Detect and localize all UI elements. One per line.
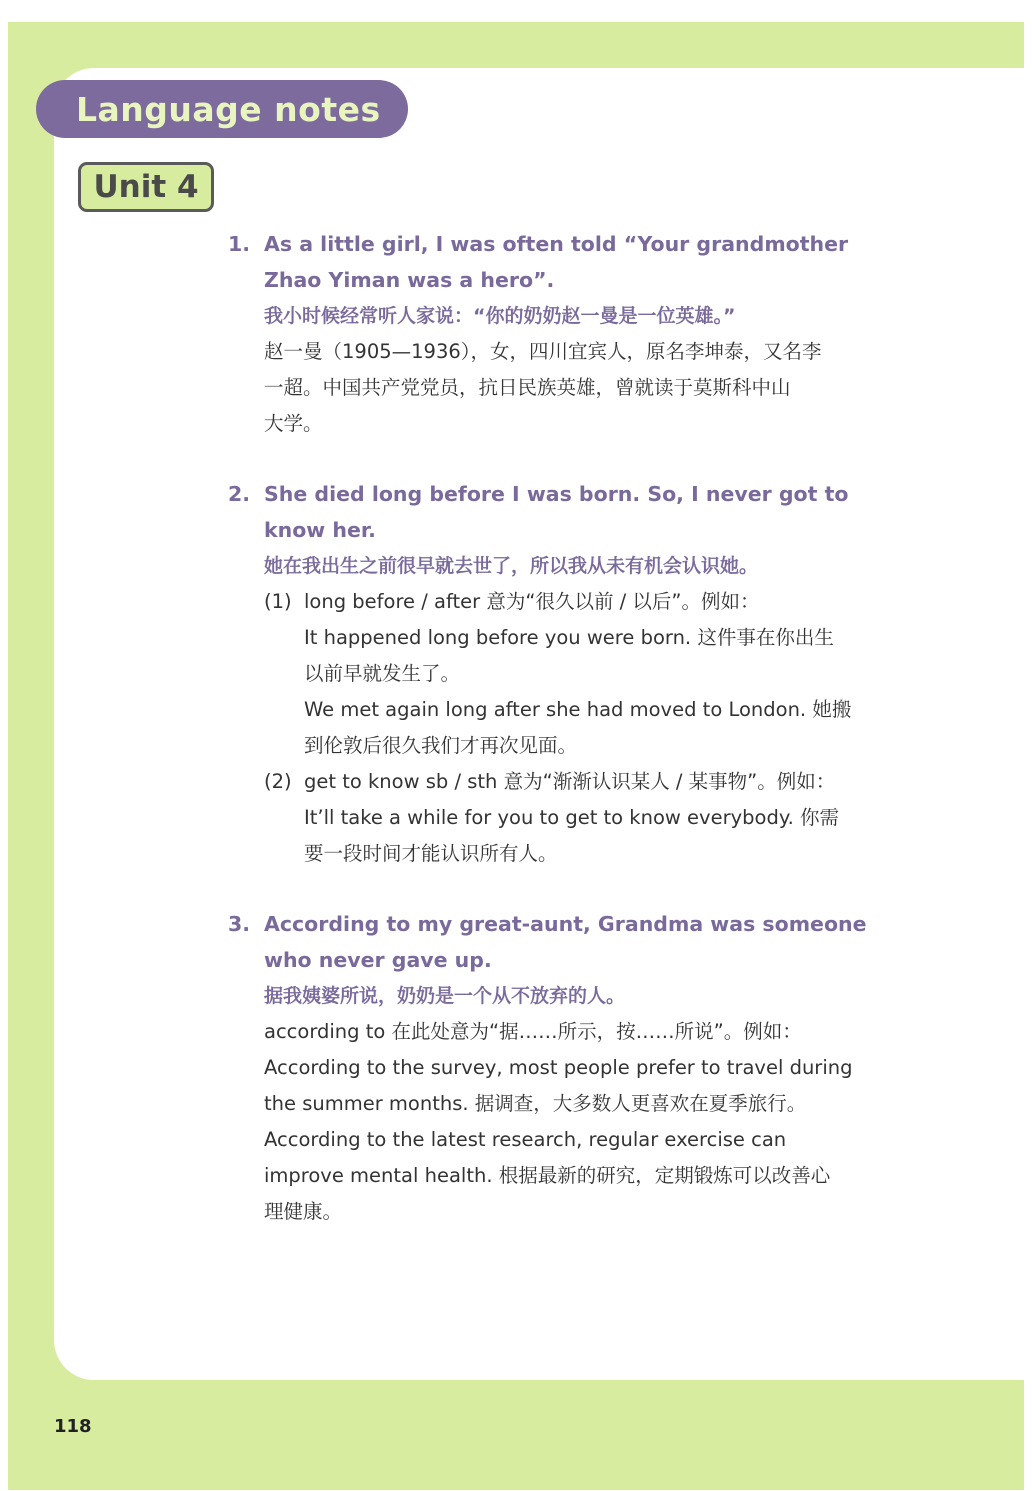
note-translation: 我小时候经常听人家说：“你的奶奶赵一曼是一位英雄。”	[264, 305, 736, 327]
unit-label: Unit 4	[93, 169, 199, 205]
example-line: 以前早就发生了。	[304, 662, 461, 685]
note-text-line: according to 在此处意为“据……所示，按……所说”。例如：	[264, 1020, 802, 1043]
note-title-line: who never gave up.	[264, 948, 492, 972]
notes-list	[228, 226, 888, 1264]
note-number: 2.	[228, 482, 251, 506]
note-text-line: the summer months. 据调查，大多数人更喜欢在夏季旅行。	[264, 1092, 807, 1115]
note-number: 3.	[228, 912, 251, 936]
sub-note-head: long before / after 意为“很久以前 / 以后”。例如：	[304, 590, 760, 613]
note-item-3	[228, 906, 888, 1230]
example-line: 要一段时间才能认识所有人。	[304, 842, 558, 865]
unit-badge	[78, 162, 214, 212]
note-text-line: 赵一曼（1905—1936），女，四川宜宾人，原名李坤泰，又名李	[264, 340, 822, 363]
note-item-2	[228, 476, 888, 872]
note-translation: 她在我出生之前很早就去世了，所以我从未有机会认识她。	[264, 555, 759, 577]
note-text-line: According to the survey, most people prefer to travel during	[264, 1056, 853, 1079]
sub-note-label: (1)	[264, 590, 292, 613]
sub-note-1	[264, 584, 888, 764]
note-text-line: 一超。中国共产党党员，抗日民族英雄，曾就读于莫斯科中山	[264, 376, 791, 399]
note-title-line: know her.	[264, 518, 376, 542]
note-translation: 据我姨婆所说，奶奶是一个从不放弃的人。	[264, 985, 626, 1007]
note-title-line: According to my great-aunt, Grandma was someone	[264, 912, 867, 936]
example-line: It’ll take a while for you to get to know everybody. 你需	[304, 806, 839, 829]
note-title-line: She died long before I was born. So, I never got to	[264, 482, 849, 506]
sub-note-label: (2)	[264, 770, 292, 793]
note-text-line: 大学。	[264, 412, 323, 435]
note-text-line: improve mental health. 根据最新的研究，定期锻炼可以改善心	[264, 1164, 831, 1187]
note-title-line: As a little girl, I was often told “Your grandmother	[264, 232, 849, 256]
section-header	[36, 80, 408, 138]
example-line: We met again long after she had moved to London. 她搬	[304, 698, 852, 721]
note-text-line: 理健康。	[264, 1200, 343, 1223]
note-text-line: According to the latest research, regular exercise can	[264, 1128, 787, 1151]
note-item-1	[228, 226, 888, 442]
note-number: 1.	[228, 232, 251, 256]
section-title: Language notes	[76, 89, 381, 129]
example-line: 到伦敦后很久我们才再次见面。	[304, 734, 578, 757]
sub-note-head: get to know sb / sth 意为“渐渐认识某人 / 某事物”。例如：	[304, 770, 836, 793]
example-line: It happened long before you were born. 这件事在你出生	[304, 626, 834, 649]
sub-note-2	[264, 764, 888, 872]
note-title-line: Zhao Yiman was a hero”.	[264, 268, 555, 292]
page-number: 118	[54, 1416, 92, 1437]
